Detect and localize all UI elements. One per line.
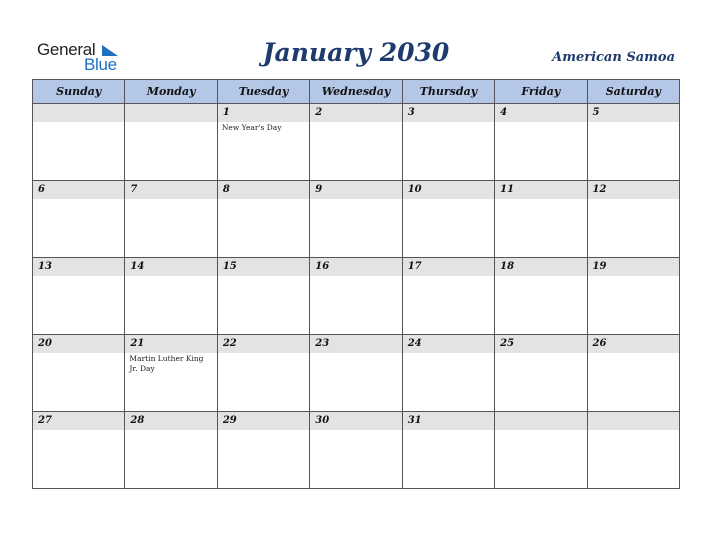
day-number: 26 [588,335,679,353]
day-cell [402,258,494,335]
day-cell [495,335,587,412]
day-number: 3 [403,104,494,122]
day-cell [587,258,679,335]
day-cell [402,104,494,181]
day-number [588,412,679,430]
day-cell [125,181,217,258]
weekday-header: Monday [125,80,217,104]
day-cell [402,412,494,489]
logo [37,40,137,74]
day-number: 4 [495,104,586,122]
weekday-header: Sunday [33,80,125,104]
day-number: 25 [495,335,586,353]
day-cell [310,258,402,335]
day-number: 1 [218,104,309,122]
day-cell [125,104,217,181]
day-number: 11 [495,181,586,199]
day-number: 14 [125,258,216,276]
day-cell [402,181,494,258]
day-cell [495,258,587,335]
day-number: 22 [218,335,309,353]
logo-word-general: General [37,40,96,59]
day-number: 20 [33,335,124,353]
day-number [125,104,216,122]
page-title: January 2030 [262,38,450,67]
week-row [33,181,680,258]
day-number: 5 [588,104,679,122]
day-cell [125,335,217,412]
day-cell [217,335,309,412]
country-label: American Samoa [552,50,675,65]
day-number: 2 [310,104,401,122]
day-number: 30 [310,412,401,430]
day-cell [33,181,125,258]
weekday-header: Thursday [402,80,494,104]
calendar-grid [32,79,680,489]
holiday-label: Martin Luther King Jr. Day [129,354,204,373]
week-row [33,335,680,412]
day-number: 27 [33,412,124,430]
day-number: 10 [403,181,494,199]
week-row [33,104,680,181]
weekday-header: Friday [495,80,587,104]
day-cell [495,412,587,489]
day-cell [310,412,402,489]
day-cell [217,412,309,489]
day-cell [125,412,217,489]
day-cell [310,104,402,181]
day-cell [587,335,679,412]
day-cell [310,181,402,258]
weekday-header: Tuesday [217,80,309,104]
day-number: 7 [125,181,216,199]
day-number: 31 [403,412,494,430]
day-cell [217,181,309,258]
day-cell [125,258,217,335]
day-number [495,412,586,430]
day-cell [587,104,679,181]
day-number: 23 [310,335,401,353]
day-cell [33,104,125,181]
holiday-label: New Year's Day [221,123,282,132]
weekday-header: Wednesday [310,80,402,104]
day-number: 17 [403,258,494,276]
day-number: 29 [218,412,309,430]
day-number: 16 [310,258,401,276]
day-number: 19 [588,258,679,276]
day-number: 13 [33,258,124,276]
day-cell [33,412,125,489]
logo-word-blue: Blue [84,55,117,74]
day-number: 6 [33,181,124,199]
day-cell [495,104,587,181]
day-cell [402,335,494,412]
day-number: 15 [218,258,309,276]
day-number: 9 [310,181,401,199]
day-cell [217,104,309,181]
day-cell [33,335,125,412]
day-cell [310,335,402,412]
week-row [33,258,680,335]
day-cell [587,181,679,258]
weekday-header: Saturday [587,80,679,104]
day-number: 24 [403,335,494,353]
week-row [33,412,680,489]
day-number: 8 [218,181,309,199]
day-number: 18 [495,258,586,276]
day-cell [495,181,587,258]
day-cell [33,258,125,335]
day-number: 12 [588,181,679,199]
day-number [33,104,124,122]
day-cell [217,258,309,335]
day-cell [587,412,679,489]
day-number: 28 [125,412,216,430]
day-number: 21 [125,335,216,353]
weekday-header-row [33,80,680,104]
